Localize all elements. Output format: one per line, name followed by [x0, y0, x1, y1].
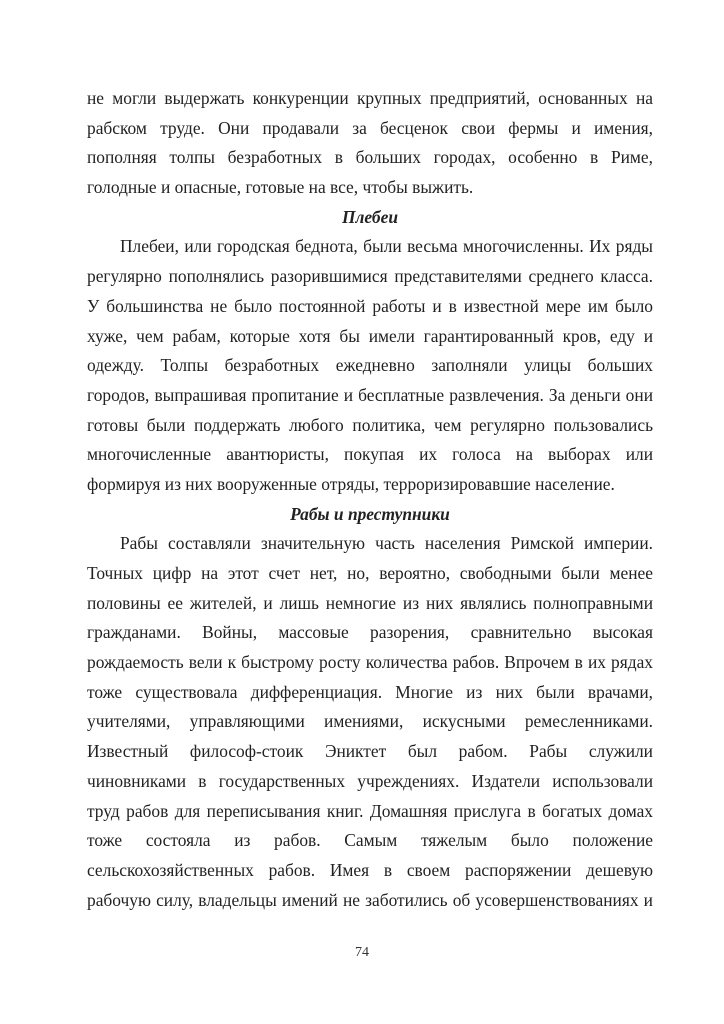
- text-line: труд рабов для переписывания книг. Домашняя прислуга в богатых домах: [87, 800, 653, 821]
- text-line: Плебеи, или городская беднота, были весьма многочисленны. Их ряды: [120, 236, 653, 257]
- section-heading: Рабы и преступники: [290, 503, 450, 524]
- text-line: учителями, управляющими имениями, искусными ремесленниками.: [87, 711, 653, 732]
- text-line: регулярно пополнялись разорившимися представителями среднего класса.: [87, 266, 653, 287]
- text-line: тоже существовала дифференциация. Многие из них были врачами,: [87, 681, 653, 702]
- text-line: готовы были поддержать любого политика, чем регулярно пользовались: [87, 414, 653, 435]
- paragraph-continued: [87, 84, 653, 203]
- text-line: рождаемость вели к быстрому росту количества рабов. Впрочем в их рядах: [87, 652, 653, 673]
- section-plebs: [87, 203, 653, 500]
- text-line: рабочую силу, владельцы имений не заботились об усовершенствованиях и: [87, 889, 653, 910]
- section-heading: Плебеи: [341, 206, 398, 227]
- text-line: одежду. Толпы безработных ежедневно заполняли улицы больших: [87, 355, 653, 376]
- text-line: гражданами. Войны, массовые разорения, сравнительно высокая: [87, 622, 653, 643]
- text-line: Рабы составляли значительную часть населения Римской империи.: [120, 533, 653, 554]
- text-line: хуже, чем рабам, которые хотя бы имели гарантированный кров, еду и: [87, 325, 653, 346]
- text-line: пополняя толпы безработных в больших городах, особенно в Риме,: [87, 147, 653, 168]
- text-line: городов, выпрашивая пропитание и бесплатные развлечения. За деньги они: [87, 384, 653, 405]
- text-line: Известный философ-стоик Эниктет был рабом. Рабы служили: [87, 741, 653, 762]
- document-body: [87, 84, 653, 915]
- text-line: тоже состояла из рабов. Самым тяжелым было положение: [87, 830, 653, 851]
- text-line: многочисленные авантюристы, покупая их голоса на выборах или: [87, 444, 653, 465]
- text-line: не могли выдержать конкуренции крупных предприятий, основанных на: [87, 88, 653, 108]
- section-slaves: [87, 500, 653, 916]
- page-number: 74: [355, 945, 369, 960]
- text-line: рабском труде. Они продавали за бесценок свои фермы и имения,: [87, 117, 653, 138]
- text-line: половины ее жителей, и лишь немногие из них являлись полноправными: [87, 592, 653, 613]
- text-line: У большинства не было постоянной работы и в известной мере им было: [87, 295, 653, 316]
- text-line: Точных цифр на этот счет нет, но, вероятно, свободными были менее: [87, 563, 653, 583]
- text-line: чиновниками в государственных учреждениях. Издатели использовали: [87, 770, 653, 791]
- text-line: голодные и опасные, готовые на все, чтобы выжить.: [87, 177, 474, 198]
- text-line: формируя из них вооруженные отряды, терроризировавшие население.: [87, 473, 615, 494]
- text-line: сельскохозяйственных рабов. Имея в своем распоряжении дешевую: [87, 859, 653, 880]
